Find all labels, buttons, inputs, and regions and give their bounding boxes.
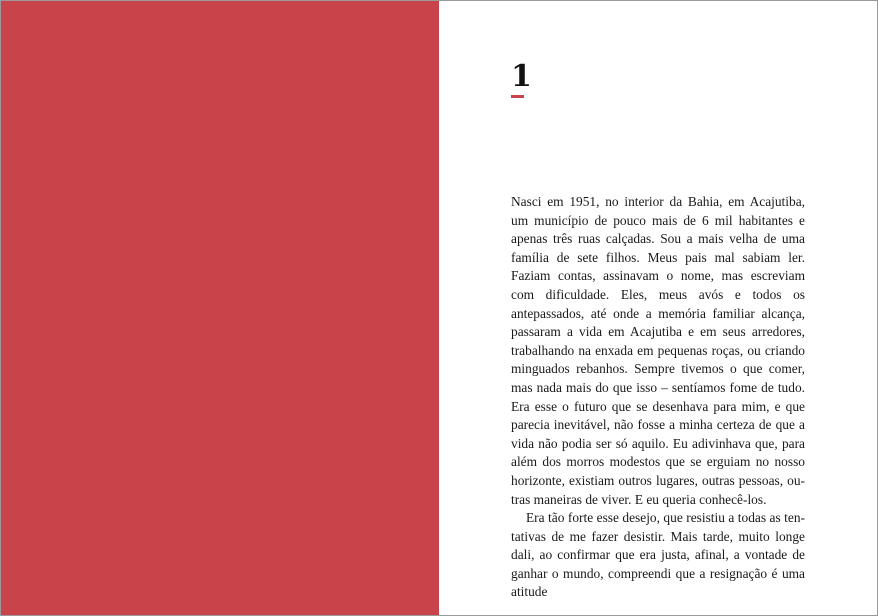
paragraph-2: Era tão forte esse desejo, que resistiu a todas as tentativas de me fazer desistir. Mais tarde, muito longe dali, ao confirmar que era justa, afinal, a vontade de ganhar o mundo, compreendi que a resignação é uma atitude	[511, 510, 805, 600]
paragraph-1: Nasci em 1951, no interior da Bahia, em Acajutiba, um município de pouco mais de 6 mil habitantes e apenas três ruas calçadas. Sou a mais velha de uma família de sete filhos. Meus pais mal sabiam ler. Faziam contas, assinavam o nome, mas escreviam com dificuldade. Eles, meus avós e todos os antepassados, até onde a memória familiar alcança, passaram a vida em Acajutiba e em seus arredores, trabalhando na enxada em pequenas roças, ou criando minguados rebanhos. Sempre tivemos o que comer, mas nada mais do que isso – sentíamos fome de tudo. Era esse o futuro que se desenhava para mim, e que parecia inevitável, não fosse a minha certeza de que a vida não podia ser só aquilo. Eu adivinhava que, para além dos morros modestos que se erguiam no nosso horizonte, existiam outros lugares, outras pessoas, outras maneiras de viver. E eu queria conhecê-los.	[511, 194, 805, 507]
chapter-underline-rule	[511, 95, 524, 98]
left-page-red-panel	[1, 1, 439, 615]
chapter-number: 1	[511, 59, 532, 94]
right-page	[439, 1, 877, 615]
chapter-body-text	[511, 193, 805, 602]
